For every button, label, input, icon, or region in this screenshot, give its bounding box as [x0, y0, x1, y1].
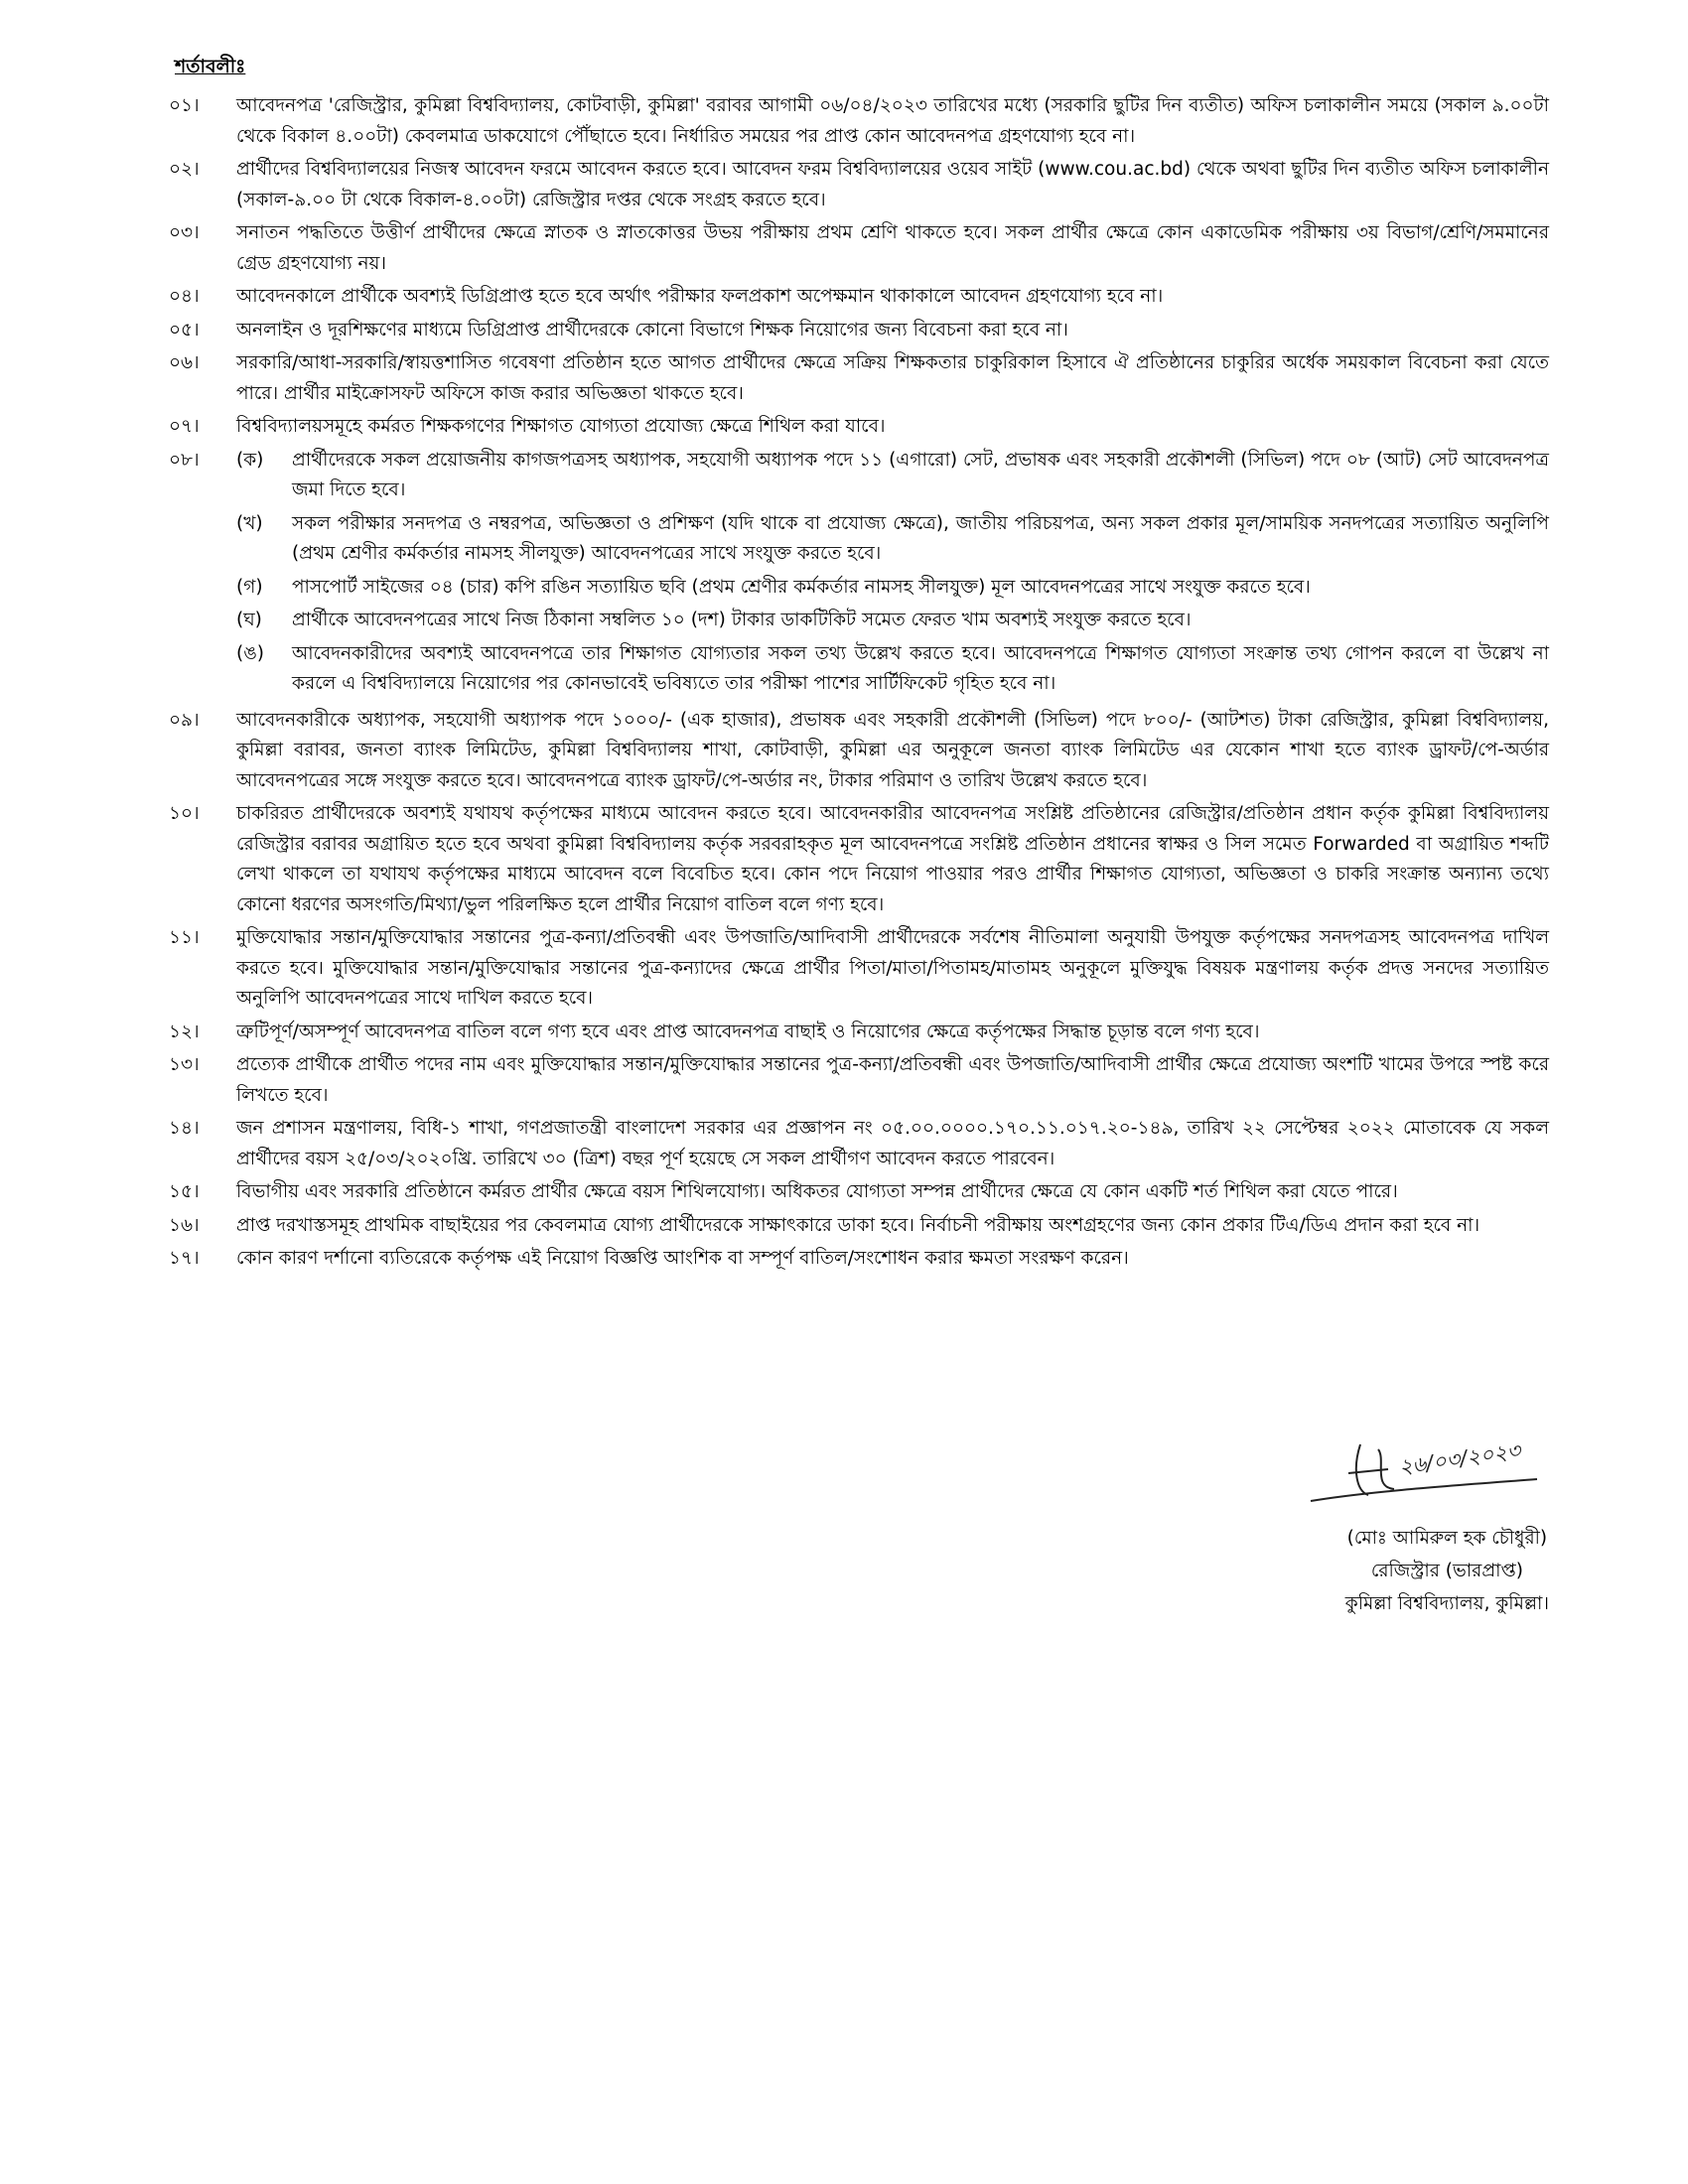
- subitem: [236, 606, 1549, 636]
- condition-number: ০৩।: [169, 222, 200, 243]
- subitem-label: (ঘ): [236, 610, 262, 630]
- condition-item-3: [169, 282, 1549, 313]
- condition-item-b-4: [169, 1050, 1549, 1111]
- condition-number: ০২।: [169, 159, 200, 180]
- condition-number: ১৫।: [169, 1181, 200, 1202]
- subitem-label: (গ): [236, 576, 263, 598]
- condition-item-b-5: [169, 1114, 1549, 1174]
- condition-text: আবেদনকালে প্রার্থীকে অবশ্যই ডিগ্রিপ্রাপ্ত হতে হবে অর্থাৎ পরীক্ষার ফলপ্রকাশ অপেক্ষমান থাকাকালে আবেদন গ্রহণযোগ্য হবে না।: [236, 286, 1164, 307]
- subitem-text: প্রার্থীদেরকে সকল প্রয়োজনীয় কাগজপত্রসহ অধ্যাপক, সহযোগী অধ্যাপক পদে ১১ (এগারো) সেট, প্রভাষক এবং সহকারী প্রকৌশলী (সিভিল) পদে ০৮ (আট) সেট আবেদনপত্র জমা দিতে হবে।: [292, 449, 1549, 500]
- condition-item-1: [169, 155, 1549, 215]
- condition-number: ১৬।: [169, 1214, 200, 1236]
- subitem: [236, 509, 1549, 570]
- condition-text: সরকারি/আধা-সরকারি/স্বায়ত্তশাসিত গবেষণা প্রতিষ্ঠান হতে আগত প্রার্থীদের ক্ষেত্রে সক্রিয় শিক্ষকতার চাকুরিকাল হিসাবে ঐ প্রতিষ্ঠানের চাকুরির অর্ধেক সময়কাল বিবেচনা করা যেতে পারে। প্রার্থীর মাইক্রোসফট অফিসে কাজ করার অভিজ্ঞতা থাকতে হবে।: [236, 352, 1549, 404]
- condition-number: ১৭।: [169, 1248, 200, 1269]
- condition-text: বিশ্ববিদ্যালয়সমূহে কর্মরত শিক্ষকগণের শিক্ষাগত যোগ্যতা প্রযোজ্য ক্ষেত্রে শিথিল করা যাবে।: [236, 416, 886, 437]
- signatory-institution: কুমিল্লা বিশ্ববিদ্যালয়, কুমিল্লা।: [1344, 1593, 1549, 1614]
- subitem-text: আবেদনকারীদের অবশ্যই আবেদনপত্রে তার শিক্ষাগত যোগ্যতার সকল তথ্য উল্লেখ করতে হবে। আবেদনপত্রে শিক্ষাগত যোগ্যতা সংক্রান্ত তথ্য গোপন করলে বা উল্লেখ না করলে এ বিশ্ববিদ্যালয়ে নিয়োগের পর কোনভাবেই ভবিষ্যতে তার পরীক্ষা পাশের সার্টিফিকেট গৃহিত হবে না।: [292, 642, 1549, 694]
- conditions-list-continued: [169, 706, 1549, 1275]
- subitem-label: (ঙ): [236, 642, 265, 664]
- condition-text: প্রত্যেক প্রার্থীকে প্রার্থীত পদের নাম এবং মুক্তিযোদ্ধার সন্তান/মুক্তিযোদ্ধার সন্তানের পুত্র-কন্যা/প্রতিবন্ধী এবং উপজাতি/আদিবাসী প্রার্থীর ক্ষেত্রে প্রযোজ্য অংশটি খামের উপরে স্পষ্ট করে লিখতে হবে।: [236, 1054, 1549, 1106]
- subitem: [236, 573, 1549, 604]
- condition-number: ০৬।: [169, 352, 200, 373]
- condition-item-6: [169, 412, 1549, 443]
- condition-number: ১০।: [169, 803, 200, 824]
- conditions-list: [169, 91, 1549, 443]
- condition-number: ০৪।: [169, 286, 200, 307]
- condition-item-b-1: [169, 799, 1549, 920]
- condition-number: ০৫।: [169, 319, 200, 341]
- subitem: [236, 639, 1549, 700]
- condition-item-2: [169, 218, 1549, 279]
- conditions-title: শর্তাবলীঃ: [175, 56, 246, 77]
- condition-item-b-8: [169, 1244, 1549, 1275]
- subitem-text: সকল পরীক্ষার সনদপত্র ও নম্বরপত্র, অভিজ্ঞতা ও প্রশিক্ষণ (যদি থাকে বা প্রযোজ্য ক্ষেত্রে), জাতীয় পরিচয়পত্র, অন্য সকল প্রকার মূল/সাময়িক সনদপত্রের সত্যায়িত অনুলিপি (প্রথম শ্রেণীর কর্মকর্তার নামসহ সীলযুক্ত) আবেদনপত্রের সাথে সংযুক্ত করতে হবে।: [292, 512, 1549, 564]
- condition-number: ১৩।: [169, 1054, 200, 1075]
- condition-text: অনলাইন ও দূরশিক্ষণের মাধ্যমে ডিগ্রিপ্রাপ্ত প্রার্থীদেরকে কোনো বিভাগে শিক্ষক নিয়োগের জন্য বিবেচনা করা হবে না।: [236, 319, 1068, 341]
- condition-item-08: [169, 446, 1549, 703]
- condition-subitems: [236, 446, 1549, 703]
- condition-item-0: [169, 91, 1549, 152]
- condition-item-b-2: [169, 923, 1549, 1015]
- condition-number: ০৯।: [169, 709, 200, 731]
- subitem: [236, 446, 1549, 506]
- condition-item-4: [169, 316, 1549, 346]
- condition-number: ০১।: [169, 95, 200, 116]
- subitem-label: (ক): [236, 449, 264, 471]
- condition-text: প্রার্থীদের বিশ্ববিদ্যালয়ের নিজস্ব আবেদন ফরমে আবেদন করতে হবে। আবেদন ফরম বিশ্ববিদ্যালয়ের ওয়েব সাইট (www.cou.ac.bd) থেকে অথবা ছুটির দিন ব্যতীত অফিস চলাকালীন (সকাল-৯.০০ টা থেকে বিকাল-৪.০০টা) রেজিস্ট্রার দপ্তর থেকে সংগ্রহ করতে হবে।: [236, 159, 1549, 210]
- subitem-list: [236, 446, 1549, 700]
- subitem-label: (খ): [236, 512, 263, 534]
- condition-number: ১২।: [169, 1021, 200, 1042]
- condition-text: জন প্রশাসন মন্ত্রণালয়, বিধি-১ শাখা, গণপ্রজাতন্ত্রী বাংলাদেশ সরকার এর প্রজ্ঞাপন নং ০৫.০০.০০০০.১৭০.১১.০১৭.২০-১৪৯, তারিখ ২২ সেপ্টেম্বর ২০২২ মোতাবেক যে সকল প্রার্থীদের বয়স ২৫/০৩/২০২০খ্রি. তারিখে ৩০ (ত্রিশ) বছর পূর্ণ হয়েছে সে সকল প্রার্থীগণ আবেদন করতে পারবেন।: [236, 1118, 1549, 1169]
- signature-date: ২৬/০৩/২০২৩: [1397, 1438, 1522, 1479]
- signatory-block: [1345, 1522, 1549, 1620]
- condition-text: মুক্তিযোদ্ধার সন্তান/মুক্তিযোদ্ধার সন্তানের পুত্র-কন্যা/প্রতিবন্ধী এবং উপজাতি/আদিবাসী প্রার্থীদেরকে সর্বশেষ নীতিমালা অনুযায়ী উপযুক্ত কর্তৃপক্ষের সনদপত্রসহ আবেদনপত্র দাখিল করতে হবে। মুক্তিযোদ্ধার সন্তান/মুক্তিযোদ্ধার সন্তানের পুত্র-কন্যাদের ক্ষেত্রে প্রার্থীর পিতা/মাতা/পিতামহ/মাতামহ অনুকূলে মুক্তিযুদ্ধ বিষয়ক মন্ত্রণালয় কর্তৃক প্রদত্ত সনদের সত্যায়িত অনুলিপি আবেদনপত্রের সাথে দাখিল করতে হবে।: [236, 927, 1549, 1009]
- handwritten-signature: [1291, 1430, 1549, 1514]
- condition-item-b-3: [169, 1018, 1549, 1048]
- condition-item-5: [169, 348, 1549, 409]
- signatory-designation: রেজিস্ট্রার (ভারপ্রাপ্ত): [1370, 1561, 1523, 1581]
- condition-text: ত্রুটিপূর্ণ/অসম্পূর্ণ আবেদনপত্র বাতিল বলে গণ্য হবে এবং প্রাপ্ত আবেদনপত্র বাছাই ও নিয়োগের ক্ষেত্রে কর্তৃপক্ষের সিদ্ধান্ত চূড়ান্ত বলে গণ্য হবে।: [236, 1021, 1260, 1042]
- condition-item-b-6: [169, 1177, 1549, 1208]
- condition-number: ১১।: [169, 927, 200, 948]
- condition-text: চাকরিরত প্রার্থীদেরকে অবশ্যই যথাযথ কর্তৃপক্ষের মাধ্যমে আবেদন করতে হবে। আবেদনকারীর আবেদনপত্র সংশ্লিষ্ট প্রতিষ্ঠানের রেজিস্ট্রার/প্রতিষ্ঠান প্রধান কর্তৃক কুমিল্লা বিশ্ববিদ্যালয় রেজিস্ট্রার বরাবর অগ্রায়িত হতে হবে অথবা কুমিল্লা বিশ্ববিদ্যালয় কর্তৃক সরবরাহকৃত মূল আবেদনপত্রে সংশ্লিষ্ট প্রতিষ্ঠান প্রধানের স্বাক্ষর ও সিল সমেত Forwarded বা অগ্রায়িত শব্দটি লেখা থাকলে তা যথাযথ কর্তৃপক্ষের মাধ্যমে আবেদন বলে বিবেচিত হবে। কোন পদে নিয়োগ পাওয়ার পরও প্রার্থীর শিক্ষাগত যোগ্যতা, অভিজ্ঞতা ও চাকরি সংক্রান্ত অন্যান্য তথ্যে কোনো ধরণের অসংগতি/মিথ্যা/ভুল পরিলক্ষিত হলে প্রার্থীর নিয়োগ বাতিল বলে গণ্য হবে।: [236, 803, 1549, 915]
- document-page: [169, 52, 1549, 1278]
- condition-text: সনাতন পদ্ধতিতে উত্তীর্ণ প্রার্থীদের ক্ষেত্রে স্নাতক ও স্নাতকোত্তর উভয় পরীক্ষায় প্রথম শ্রেণি থাকতে হবে। সকল প্রার্থীর ক্ষেত্রে কোন একাডেমিক পরীক্ষায় ৩য় বিভাগ/শ্রেণি/সমমানের গ্রেড গ্রহণযোগ্য নয়।: [236, 222, 1549, 274]
- condition-number: ০৭।: [169, 416, 200, 437]
- condition-number: ১৪।: [169, 1118, 200, 1139]
- condition-text: আবেদনপত্র 'রেজিস্ট্রার, কুমিল্লা বিশ্ববিদ্যালয়, কোটবাড়ী, কুমিল্লা' বরাবর আগামী ০৬/০৪/২০২৩ তারিখের মধ্যে (সরকারি ছুটির দিন ব্যতীত) অফিস চলাকালীন সময়ে (সকাল ৯.০০টা থেকে বিকাল ৪.০০টা) কেবলমাত্র ডাকযোগে পৌঁছাতে হবে। নির্ধারিত সময়ের পর প্রাপ্ত কোন আবেদনপত্র গ্রহণযোগ্য হবে না।: [236, 95, 1549, 147]
- condition-number: ০৮।: [169, 449, 200, 471]
- condition-text: বিভাগীয় এবং সরকারি প্রতিষ্ঠানে কর্মরত প্রার্থীর ক্ষেত্রে বয়স শিথিলযোগ্য। অধিকতর যোগ্যতা সম্পন্ন প্রার্থীদের ক্ষেত্রে যে কোন একটি শর্ত শিথিল করা যেতে পারে।: [236, 1181, 1398, 1202]
- condition-item-b-0: [169, 706, 1549, 797]
- signatory-name: (মোঃ আমিরুল হক চৌধুরী): [1346, 1528, 1548, 1549]
- subitem-text: পাসপোর্ট সাইজের ০৪ (চার) কপি রঙিন সত্যায়িত ছবি (প্রথম শ্রেণীর কর্মকর্তার নামসহ সীলযুক্ত) মূল আবেদনপত্রের সাথে সংযুক্ত করতে হবে।: [292, 576, 1311, 598]
- condition-text: আবেদনকারীকে অধ্যাপক, সহযোগী অধ্যাপক পদে ১০০০/- (এক হাজার), প্রভাষক এবং সহকারী প্রকৌশলী (সিভিল) পদে ৮০০/- (আটশত) টাকা রেজিস্ট্রার, কুমিল্লা বিশ্ববিদ্যালয়, কুমিল্লা বরাবর, জনতা ব্যাংক লিমিটেড, কুমিল্লা বিশ্ববিদ্যালয় শাখা, কোটবাড়ী, কুমিল্লা এর অনুকূলে জনতা ব্যাংক লিমিটেড এর যেকোন শাখা হতে ব্যাংক ড্রাফট/পে-অর্ডার আবেদনপত্রের সঙ্গে সংযুক্ত করতে হবে। আবেদনপত্রে ব্যাংক ড্রাফট/পে-অর্ডার নং, টাকার পরিমাণ ও তারিখ উল্লেখ করতে হবে।: [236, 709, 1549, 791]
- condition-text: প্রাপ্ত দরখাস্তসমূহ প্রাথমিক বাছাইয়ের পর কেবলমাত্র যোগ্য প্রার্থীদেরকে সাক্ষাৎকারে ডাকা হবে। নির্বাচনী পরীক্ষায় অংশগ্রহণের জন্য কোন প্রকার টিএ/ডিএ প্রদান করা হবে না।: [236, 1214, 1480, 1236]
- condition-text: কোন কারণ দর্শানো ব্যতিরেকে কর্তৃপক্ষ এই নিয়োগ বিজ্ঞপ্তি আংশিক বা সম্পূর্ণ বাতিল/সংশোধন করার ক্ষমতা সংরক্ষণ করেন।: [236, 1248, 1129, 1269]
- condition-item-b-7: [169, 1211, 1549, 1242]
- subitem-text: প্রার্থীকে আবেদনপত্রের সাথে নিজ ঠিকানা সম্বলিত ১০ (দশ) টাকার ডাকটিকিট সমেত ফেরত খাম অবশ্যই সংযুক্ত করতে হবে।: [292, 610, 1192, 630]
